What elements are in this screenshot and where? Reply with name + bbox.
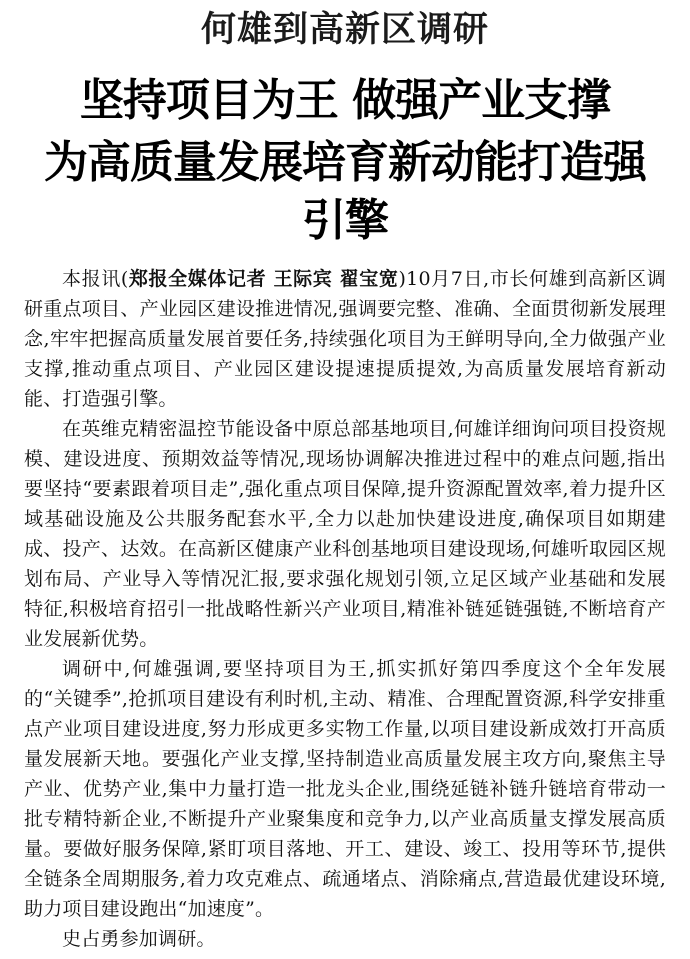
main-headline-line-1: 坚持项目为王 做强产业支撑 [79,75,611,126]
paragraph-3: 调研中,何雄强调,要坚持项目为王,抓实抓好第四季度这个全年发展的“关键季”,抢抓项目建设有利时机,主动、精准、合理配置资源,科学安排重点产业项目建设进度,努力形成更多实物工作量,以项目建设新成效打开高质量发展新天地。要强化产业支撑,坚持制造业高质量发展主攻方向,聚焦主导产业、优势产业,集中力量打造一批龙头企业,围绕延链补链升链培育带动一批专精特新企业,不断提升产业聚集度和竞争力,以产业高质量支撑发展高质量。要做好服务保障,紧盯项目落地、开工、建设、竣工、投用等环节,提供全链条全周期服务,着力攻克难点、疏通堵点、消除痛点,营造最优建设环境,助力项目建设跑出“加速度”。 [24,658,666,920]
lead-paragraph [24,264,666,414]
lead-text: )10月7日,市长何雄到高新区调研重点项目、产业园区建设推进情况,强调要完整、准确、全面贯彻新发展理念,牢牢把握高质量发展首要任务,持续强化项目为王鲜明导向,全力做强产业支撑,推动重点项目、产业园区建设提速提质提效,为高质量发展培育新动能、打造强引擎。 [24,268,666,410]
paragraph-4: 史占勇参加调研。 [62,928,216,950]
kicker-headline: 何雄到高新区调研 [200,10,489,50]
lead-prefix: 本报讯( [62,268,129,290]
paragraph-2: 在英维克精密温控节能设备中原总部基地项目,何雄详细询问项目投资规模、建设进度、预期效益等情况,现场协调解决推进过程中的难点问题,指出要坚持“要素跟着项目走”,强化重点项目保障,提升资源配置效率,着力提升区域基础设施及公共服务配套水平,全力以赴加快建设进度,确保项目如期建成、投产、达效。在高新区健康产业科创基地项目建设现场,何雄听取园区规划布局、产业导入等情况汇报,要求强化规划引领,立足区域产业基础和发展特征,积极培育招引一批战略性新兴产业项目,精准补链延链强链,不断培育产业发展新优势。 [24,418,666,650]
reporter-credit: 郑报全媒体记者 王际宾 翟宝宽 [128,268,399,290]
main-headline-line-2: 为高质量发展培育新动能打造强引擎 [44,137,646,246]
article-body [24,264,666,954]
